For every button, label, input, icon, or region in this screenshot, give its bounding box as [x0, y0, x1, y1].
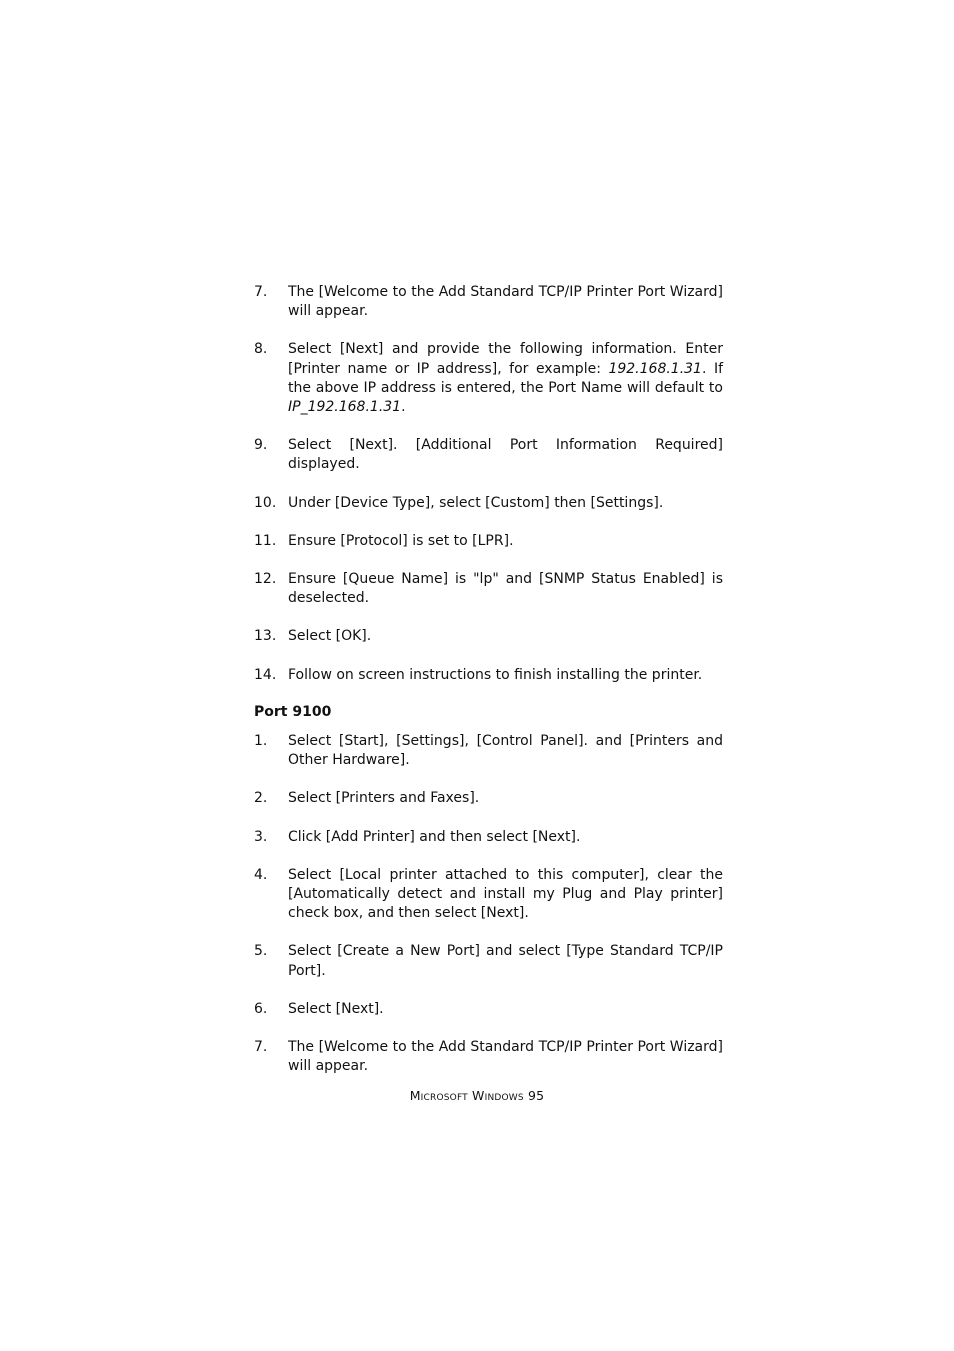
list-item-text: Click [Add Printer] and then select [Next].	[288, 828, 581, 845]
list-item-text	[288, 340, 723, 417]
list-item-text: Select [Printers and Faxes].	[288, 790, 480, 807]
footer-title: Microsoft Windows	[409, 1088, 524, 1103]
example-ip-address: 192.168.1.31	[608, 360, 702, 377]
list-item	[254, 828, 723, 847]
page-content	[254, 283, 723, 1095]
list-item-number: 14.	[254, 666, 277, 683]
list-item	[254, 732, 723, 770]
list-item-text: Follow on screen instructions to finish installing the printer.	[288, 666, 703, 683]
list-item	[254, 532, 723, 551]
list-item-number: 1.	[254, 733, 268, 750]
list-item-number: 13.	[254, 628, 277, 645]
list-item-text: Select [Next]. [Additional Port Information Required] displayed.	[288, 437, 723, 473]
list-item	[254, 283, 723, 321]
list-item	[254, 866, 723, 924]
list-item-number: 10.	[254, 494, 277, 511]
list-item-text: Select [Create a New Port] and select [Type Standard TCP/IP Port].	[288, 943, 723, 979]
list-item-number: 3.	[254, 828, 268, 845]
list-item-number: 11.	[254, 532, 277, 549]
list-item	[254, 627, 723, 646]
list-item	[254, 1000, 723, 1019]
list-item	[254, 570, 723, 608]
list-item-number: 12.	[254, 571, 277, 588]
list-item	[254, 666, 723, 685]
list-item-text: Select [Next].	[288, 1000, 384, 1017]
list-item	[254, 436, 723, 474]
page-number: 95	[528, 1088, 545, 1103]
list-item-text: The [Welcome to the Add Standard TCP/IP Printer Port Wizard] will appear.	[288, 284, 723, 320]
list-item-text: Ensure [Queue Name] is "lp" and [SNMP Status Enabled] is deselected.	[288, 571, 723, 607]
list-item-number: 7.	[254, 284, 268, 300]
page-footer	[0, 1088, 954, 1103]
list-item	[254, 1038, 723, 1076]
list-item-number: 8.	[254, 341, 268, 358]
list-item-text: Select [Start], [Settings], [Control Panel]. and [Printers and Other Hardware].	[288, 733, 723, 769]
list-item-number: 9.	[254, 437, 268, 454]
list-item	[254, 340, 723, 417]
list-item-text: Select [Local printer attached to this computer], clear the [Automatically detect and install my Plug and Play printer] check box, and then select [Next].	[288, 866, 723, 922]
section-heading: Port 9100	[254, 703, 332, 720]
text-run: . If the above IP address is entered, the Port Name will default to	[288, 360, 724, 396]
list-item	[254, 494, 723, 513]
text-run: .	[401, 399, 406, 416]
list-item-text: Ensure [Protocol] is set to [LPR].	[288, 532, 514, 549]
list-item-number: 4.	[254, 866, 268, 883]
list-item-number: 6.	[254, 1000, 268, 1017]
list-item-text: The [Welcome to the Add Standard TCP/IP Printer Port Wizard] will appear.	[288, 1039, 723, 1075]
list-item	[254, 789, 723, 808]
list-item-number: 5.	[254, 943, 268, 960]
list-item-number: 7.	[254, 1039, 268, 1056]
list-item-number: 2.	[254, 790, 268, 807]
list-item-text: Select [OK].	[288, 628, 372, 645]
list-item	[254, 942, 723, 980]
text-run: Select [Next] and provide the following information. Enter [Printer name or IP address], for example:	[288, 341, 723, 377]
default-port-name: IP_192.168.1.31	[288, 399, 402, 416]
list-item-text: Under [Device Type], select [Custom] then [Settings].	[288, 494, 664, 511]
